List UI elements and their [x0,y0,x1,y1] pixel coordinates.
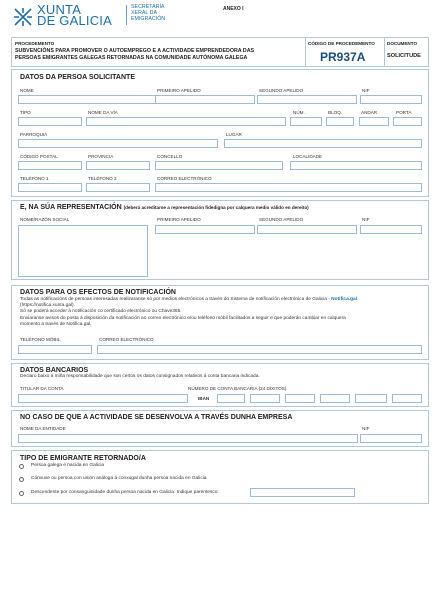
notification-section-title: DATOS PARA OS EFECTOS DE NOTIFICACIÓN [20,289,176,296]
option-conxuxe: Cónxuxe ou persoa con unión análoga á conxugal dunha persoa nacida en Galicia [31,476,207,481]
representation-section [11,200,429,280]
iban-label: IBAN [198,396,210,401]
codigo-postal-input[interactable] [18,161,82,170]
parroquia-input[interactable] [18,139,218,148]
procedure-box [11,37,429,67]
notif-correo-label: CORREO ELECTRÓNICO [99,337,154,342]
bank-section-title: DATOS BANCARIOS [20,367,89,374]
primeiro-apelido-label: PRIMEIRO APELIDO [157,88,201,93]
iban-box-3[interactable] [285,394,315,403]
option-descendente: Descendente por consanguinidade dunha persoa nacida en Galicia. Indique parentesco: [31,490,219,495]
rep-primeiro-apelido-label: PRIMEIRO APELIDO [157,217,201,222]
bank-section [11,363,429,407]
porta-label: PORTA [396,110,412,115]
nome-razon-label: NOME/RAZÓN SOCIAL [20,217,70,222]
emigrant-type-title: TIPO DE EMIGRANTE RETORNADO/A [20,455,146,462]
telefono-mobil-label: TELÉFONO MÓBIL [20,337,61,342]
andar-input[interactable] [359,117,389,126]
company-section [11,410,429,447]
nif-input[interactable] [360,95,422,104]
procedure-code-label: CÓDIGO DE PROCEDEMENTO [308,41,375,46]
codigo-postal-label: CÓDIGO POSTAL [20,154,58,159]
correo-label: CORREO ELECTRÓNICO [157,176,212,181]
notification-line3: Só se poderá acceder á notificación co certificado electrónico ou Chave365. [20,309,182,314]
company-section-title: NO CASO DE QUE A ACTIVIDADE SE DESENVOLVA A TRAVÉS DUNHA EMPRESA [20,414,293,421]
procedure-label: PROCEDEMENTO [15,41,55,46]
emigrant-type-section [11,450,429,504]
radio-galega[interactable] [19,464,24,469]
iban-box-4[interactable] [320,394,350,403]
telefono2-label: TELÉFONO 2 [88,176,117,181]
lugar-label: LUGAR [226,132,242,137]
notification-section [11,285,429,360]
bloq-input[interactable] [326,117,354,126]
xunta-logo-icon [12,6,34,28]
nome-entidade-label: NOME DA ENTIDADE [20,426,66,431]
radio-conxuxe[interactable] [19,477,24,482]
num-input[interactable] [290,117,322,126]
secretaria-name: SECRETARÍA XERAL DA EMIGRACIÓN [131,4,166,23]
nome-input[interactable] [18,95,158,104]
concello-input[interactable] [155,161,283,170]
parroquia-label: PARROQUIA [20,132,48,137]
notifica-link[interactable]: Notifica.gal [331,297,358,302]
nome-entidade-input[interactable] [18,434,358,443]
header-divider [126,5,127,25]
concello-label: CONCELLO [157,154,183,159]
representation-section-title: E, NA SÚA REPRESENTACIÓN (deberá acreditarse a representación fidedigna por calquera medio válido en dereito) [20,204,309,211]
iban-box-5[interactable] [355,394,387,403]
primeiro-apelido-input[interactable] [155,95,255,104]
nome-label: NOME [20,88,34,93]
provincia-label: PROVINCIA [88,154,114,159]
rep-segundo-apelido-label: SEGUNDO APELIDO [259,217,304,222]
nome-razon-input[interactable] [18,225,148,277]
tipo-input[interactable] [18,117,82,126]
telefono-mobil-input[interactable] [18,345,92,354]
lugar-input[interactable] [224,139,422,148]
document-type: SOLICITUDE [387,53,421,59]
correo-input[interactable] [155,183,422,192]
telefono1-input[interactable] [18,183,82,192]
document-label: DOCUMENTO [387,41,418,46]
andar-label: ANDAR [361,110,378,115]
company-nif-input[interactable] [360,434,422,443]
rep-segundo-apelido-input[interactable] [257,225,357,234]
porta-input[interactable] [393,117,422,126]
brand-name: XUNTA DE GALICIA [37,2,112,28]
titular-label: TITULAR DA CONTA [20,386,64,391]
bank-declaration: Declaro baixo a miña responsabilidade que son certos os datos consignados relativos á conta bancaria indicada. [20,374,260,379]
num-label: NÚM. [293,110,305,115]
notif-correo-input[interactable] [97,345,422,354]
nif-label: NIF [362,88,370,93]
tipo-label: TIPO [20,110,31,115]
option-galega: Persoa galega e nacida en Galicia [31,463,105,468]
rep-nif-input[interactable] [360,225,422,234]
applicant-section [11,69,429,197]
nome-via-label: NOME DA VÍA [88,110,118,115]
telefono1-label: TELÉFONO 1 [20,176,49,181]
titular-input[interactable] [18,394,188,403]
notification-line1: Todas as notificacións de persoas interesadas realizaranse só por medios electrónicos a través do Sistema de notificación electrónica de Galicia - Notifica.gal [20,297,358,302]
rep-nif-label: NIF [362,217,370,222]
iban-box-1[interactable] [217,394,245,403]
rep-primeiro-apelido-input[interactable] [155,225,255,234]
notification-line5: momento a través de Notifica.gal. [20,322,92,327]
localidade-label: LOCALIDADE [293,154,323,159]
iban-box-2[interactable] [250,394,280,403]
annex-label: ANEXO I [223,6,244,12]
provincia-input[interactable] [86,161,150,170]
iban-box-6[interactable] [392,394,422,403]
parentesco-input[interactable] [250,488,355,497]
radio-descendente[interactable] [19,491,24,496]
segundo-apelido-input[interactable] [257,95,357,104]
notification-line4: Enviaranse avisos do posta á disposición da notificación ao correo electrónico e/ou teléfono móbil facilitados a seguir e que poderán cambiar en calquera [20,316,346,321]
notification-line2: (https://notifica.xunta.gal). [20,303,75,308]
nome-via-input[interactable] [86,117,286,126]
segundo-apelido-label: SEGUNDO APELIDO [259,88,304,93]
numero-conta-label: NÚMERO DE CONTA BANCARIA (24 DÍXITOS) [188,386,287,391]
telefono2-input[interactable] [86,183,150,192]
applicant-section-title: DATOS DA PERSOA SOLICITANTE [20,74,135,81]
procedure-title: SUBVENCIÓNS PARA PROMOVER O AUTOEMPREGO E A ACTIVIDADE EMPRENDEDORA DAS PERSOAS EMIGRANTES GALEGAS RETORNADAS NA COMUNIDADE AUTÓNOMA GALEGA [15,48,255,61]
localidade-input[interactable] [290,161,422,170]
procedure-code: PR937A [320,50,366,64]
company-nif-label: NIF [362,426,370,431]
bloq-label: BLOQ. [328,110,343,115]
